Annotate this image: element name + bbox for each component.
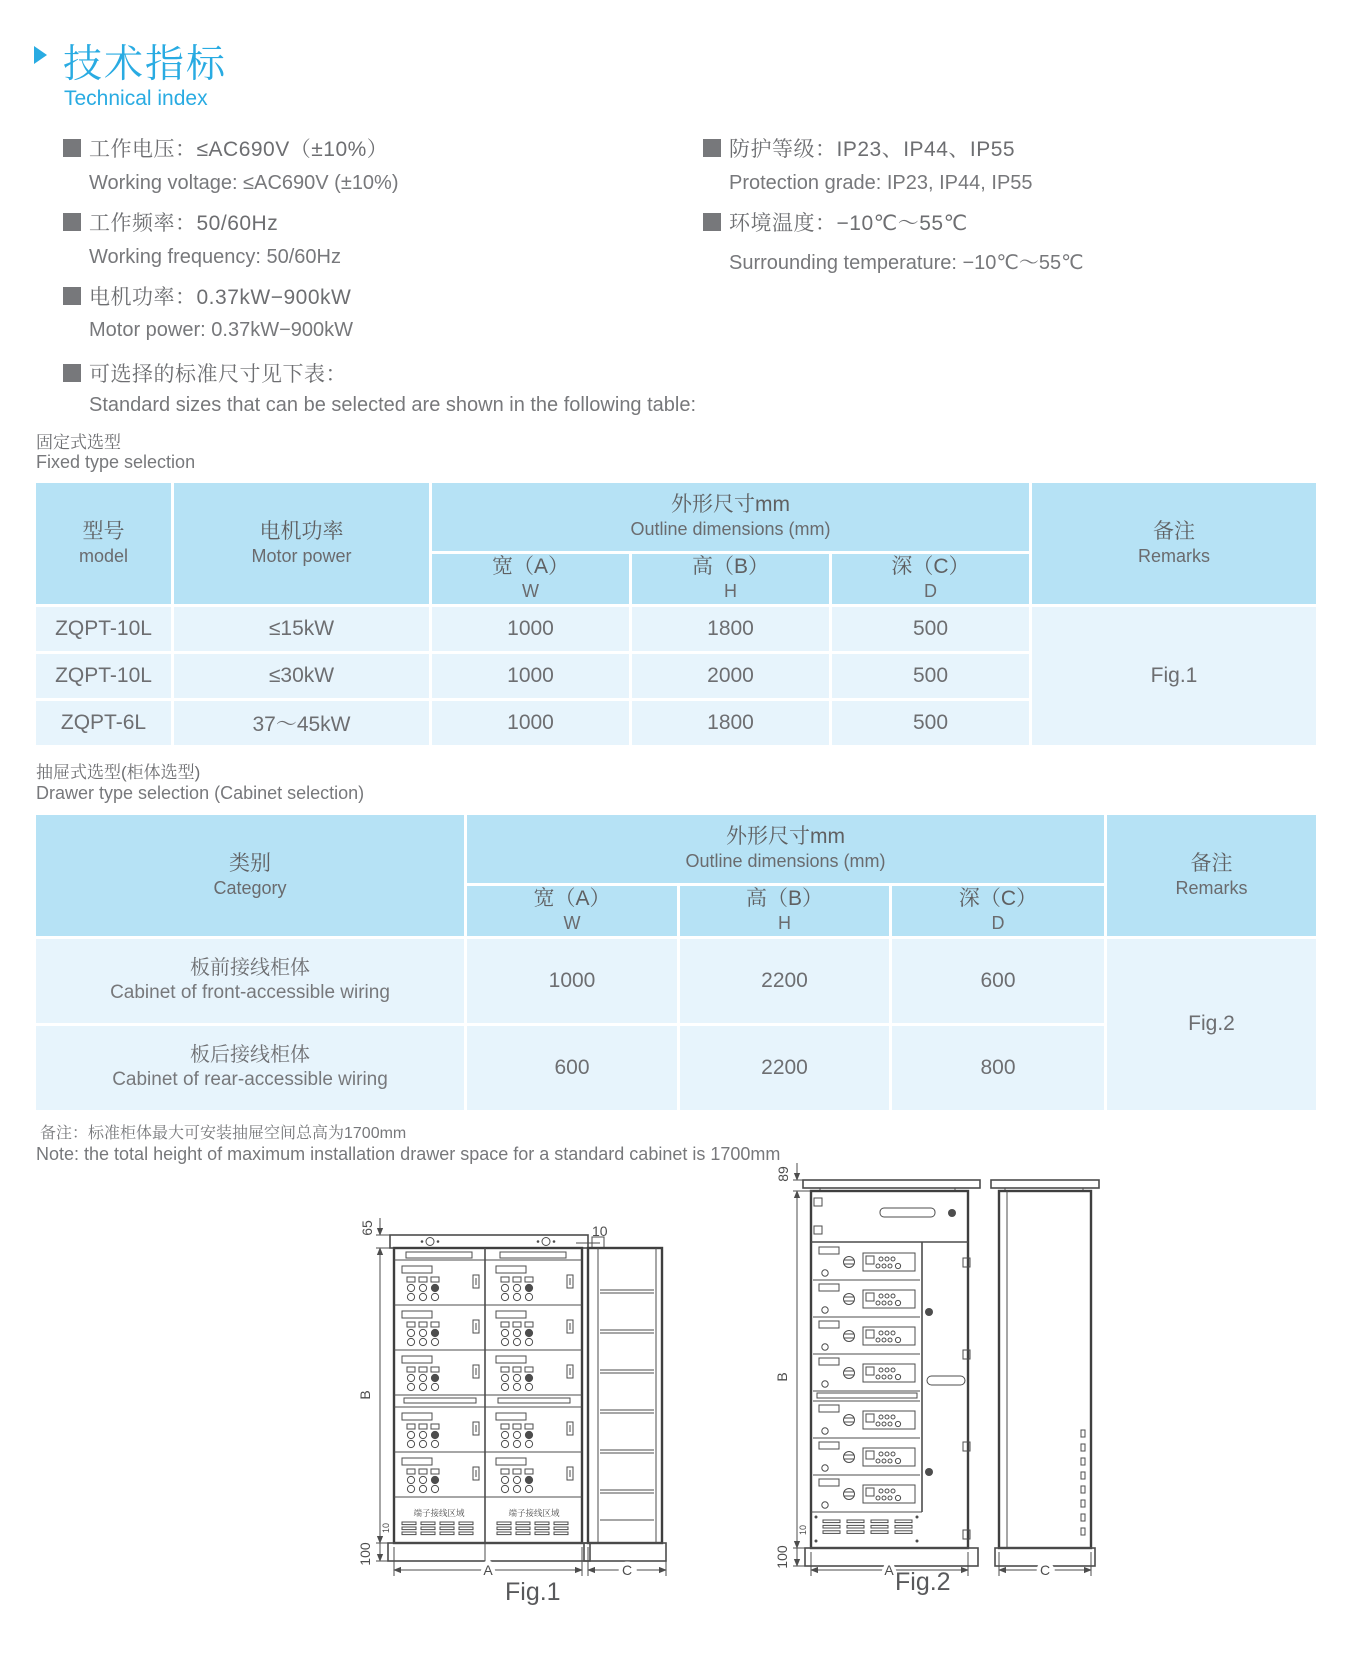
table-row	[36, 607, 1316, 651]
spec-item-temperature	[703, 207, 968, 237]
cell-depth: 500	[832, 607, 1029, 651]
fig1-caption: Fig.1	[505, 1578, 561, 1606]
fig1-dim-depth: C	[621, 1562, 633, 1578]
fig2-drawing	[715, 1100, 1110, 1595]
cell-remark: Fig.2	[1107, 939, 1316, 1110]
cell-model: ZQPT-10L	[36, 607, 171, 651]
drawer-table	[33, 812, 1319, 1113]
cell-power: 37～45kW	[174, 701, 429, 745]
fixed-header-width: 宽（A） W	[432, 554, 629, 604]
spec-protection-en: Protection grade: IP23, IP44, IP55	[729, 172, 1033, 194]
fig2-dim-base: 100	[774, 1545, 790, 1569]
cell-power: ≤15kW	[174, 607, 429, 651]
fixed-table	[33, 480, 1319, 748]
cell-power: ≤30kW	[174, 654, 429, 698]
cell-category: 板后接线柜体 Cabinet of rear-accessible wiring	[36, 1026, 464, 1110]
fig2-dim-height: B	[774, 1372, 790, 1382]
note-en: Note: the total height of maximum installation drawer space for a standard cabinet is 1700mm	[36, 1144, 781, 1164]
drawer-header-category: 类别 Category	[36, 815, 464, 936]
fig2-caption: Fig.2	[895, 1568, 951, 1596]
fig1-dim-height: B	[357, 1390, 373, 1400]
fig2-dim-cap: 89	[775, 1166, 791, 1182]
bullet-square-icon	[63, 213, 81, 231]
cell-width: 1000	[467, 939, 677, 1023]
fig1-drawing	[330, 1150, 700, 1590]
drawer-header-depth: 深（C） D	[892, 886, 1104, 936]
fig1-terminal-text: 端子接线区域	[413, 1508, 465, 1518]
spec-frequency-cn: 工作频率：50/60Hz	[89, 212, 279, 235]
cell-height: 2200	[680, 1026, 889, 1110]
cell-depth: 800	[892, 1026, 1104, 1110]
drawer-section-label-en: Drawer type selection (Cabinet selection)	[36, 783, 365, 803]
spec-motor-power-cn: 电机功率：0.37kW−900kW	[89, 286, 352, 309]
bullet-square-icon	[703, 139, 721, 157]
cell-model: ZQPT-10L	[36, 654, 171, 698]
spec-frequency-en: Working frequency: 50/60Hz	[89, 246, 341, 268]
cell-width: 1000	[432, 654, 629, 698]
fig2-dim-vent: 10	[798, 1524, 808, 1536]
fixed-section-label-cn: 固定式选型	[36, 433, 121, 452]
cell-height: 2200	[680, 939, 889, 1023]
cell-depth: 500	[832, 654, 1029, 698]
drawer-header-dimensions: 外形尺寸mm Outline dimensions (mm)	[467, 815, 1104, 883]
cell-height: 1800	[632, 701, 829, 745]
cell-width: 600	[467, 1026, 677, 1110]
cell-model: ZQPT-6L	[36, 701, 171, 745]
cell-width: 1000	[432, 607, 629, 651]
spec-item-intro	[63, 358, 347, 388]
fig1-dim-top: 10	[592, 1223, 608, 1239]
fig1-front-view	[388, 1235, 590, 1561]
fixed-header-dimensions: 外形尺寸mm Outline dimensions (mm)	[432, 483, 1029, 551]
spec-voltage-en: Working voltage: ≤AC690V (±10%)	[89, 172, 399, 194]
cell-height: 2000	[632, 654, 829, 698]
fig1-side-view	[584, 1237, 666, 1561]
fig2-side-view	[991, 1180, 1099, 1566]
cell-depth: 600	[892, 939, 1104, 1023]
title-arrow-icon	[34, 46, 47, 64]
cell-remark: Fig.1	[1032, 607, 1316, 745]
spec-item-protection	[703, 133, 1015, 163]
cell-depth: 500	[832, 701, 1029, 745]
bullet-square-icon	[63, 364, 81, 382]
spec-temperature-en: Surrounding temperature: −10℃～55℃	[729, 252, 1084, 274]
note-cn: 备注：标准柜体最大可安装抽屉空间总高为1700mm	[40, 1125, 407, 1142]
fig1-dim-cap: 65	[359, 1220, 375, 1236]
fig1-dim-base: 100	[357, 1542, 373, 1566]
fig2-dimensions	[774, 1163, 1091, 1578]
fixed-header-model: 型号 model	[36, 483, 171, 604]
fig1-dim-width: A	[483, 1562, 493, 1578]
bullet-square-icon	[63, 139, 81, 157]
spec-protection-cn: 防护等级：IP23、IP44、IP55	[729, 138, 1016, 161]
spec-voltage-cn: 工作电压：≤AC690V（±10%）	[89, 138, 389, 161]
fig2-dim-width: A	[884, 1562, 894, 1578]
fixed-header-power: 电机功率 Motor power	[174, 483, 429, 604]
fixed-header-remarks: 备注 Remarks	[1032, 483, 1316, 604]
fixed-header-height: 高（B） H	[632, 554, 829, 604]
bullet-square-icon	[63, 287, 81, 305]
drawer-header-height: 高（B） H	[680, 886, 889, 936]
fixed-section-label-en: Fixed type selection	[36, 452, 196, 472]
drawer-header-remarks: 备注 Remarks	[1107, 815, 1316, 936]
fixed-header-depth: 深（C） D	[832, 554, 1029, 604]
fig2-dim-depth: C	[1039, 1562, 1051, 1578]
spec-item-motor-power	[63, 281, 351, 311]
page-title: 技术指标	[63, 43, 228, 86]
cell-height: 1800	[632, 607, 829, 651]
cell-width: 1000	[432, 701, 629, 745]
spec-temperature-cn: 环境温度：−10℃～55℃	[729, 212, 968, 235]
spec-intro-cn: 可选择的标准尺寸见下表：	[89, 363, 347, 386]
bullet-square-icon	[703, 213, 721, 231]
spec-item-voltage	[63, 133, 388, 163]
drawer-section-label-cn: 抽屉式选型(柜体选型)	[36, 763, 201, 782]
spec-item-frequency	[63, 207, 278, 237]
fig2-front-view	[803, 1180, 980, 1566]
fig1-dim-vent: 10	[381, 1522, 391, 1534]
table-row	[36, 939, 1316, 1023]
cell-category: 板前接线柜体 Cabinet of front-accessible wiring	[36, 939, 464, 1023]
drawer-header-width: 宽（A） W	[467, 886, 677, 936]
fig1-terminal-text: 端子接线区域	[508, 1508, 560, 1518]
spec-motor-power-en: Motor power: 0.37kW−900kW	[89, 319, 353, 341]
page-subtitle: Technical index	[64, 87, 208, 110]
spec-intro-en: Standard sizes that can be selected are shown in the following table:	[89, 394, 697, 416]
